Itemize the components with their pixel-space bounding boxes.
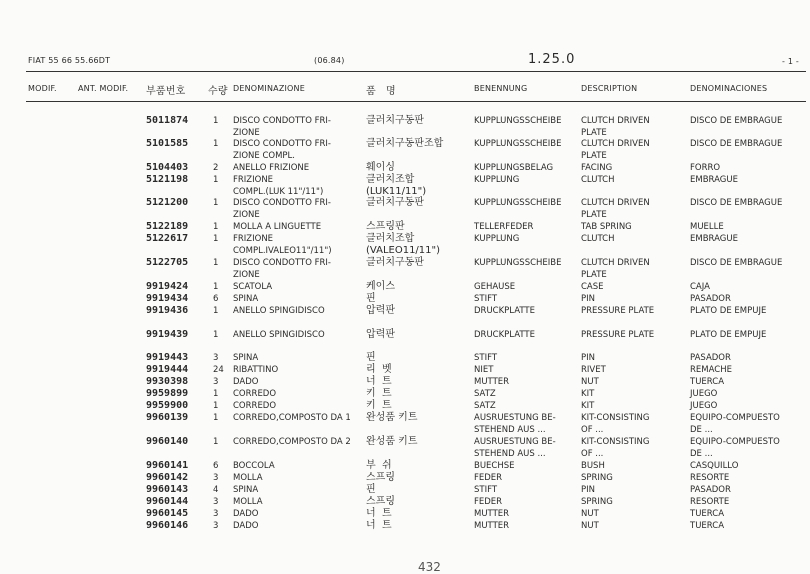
spanish-name: TUERCA: [690, 377, 725, 387]
italian-name: CORREDO,COMPOSTO DA 1: [233, 413, 351, 423]
italian-name: MOLLA A LINGUETTE: [233, 222, 322, 232]
spanish-name: FORRO: [690, 163, 721, 173]
section-number: 1.25.0: [528, 52, 576, 67]
korean-name: 키 트: [366, 388, 392, 399]
header-rule-bottom: [26, 101, 806, 102]
spanish-name: DISCO DE EMBRAGUE: [690, 139, 783, 149]
italian-name: DADO: [233, 377, 259, 387]
english-name: NUT: [581, 521, 599, 531]
english-name: CLUTCH DRIVEN PLATE: [581, 116, 650, 138]
english-name: CLUTCH: [581, 175, 615, 185]
part-number: 5122189: [146, 221, 189, 232]
quantity: 3: [213, 353, 219, 363]
col-ant-modif: ANT. MODIF.: [78, 84, 129, 93]
quantity: 4: [213, 485, 219, 495]
spanish-name: CAJA: [690, 282, 710, 292]
english-name: SPRING: [581, 497, 613, 507]
part-number: 9919443: [146, 352, 189, 363]
quantity: 6: [213, 461, 219, 471]
german-name: DRUCKPLATTE: [474, 330, 535, 340]
italian-name: DISCO CONDOTTO FRI- ZIONE: [233, 258, 331, 280]
english-name: PIN: [581, 294, 595, 304]
spanish-name: CASQUILLO: [690, 461, 739, 471]
col-korean: 품 명: [366, 86, 396, 97]
korean-name: 너 트: [366, 508, 392, 519]
quantity: 1: [213, 198, 219, 208]
quantity: 1: [213, 258, 219, 268]
italian-name: CORREDO: [233, 389, 277, 399]
table-row: [0, 305, 810, 329]
korean-name: 클러치구동판: [366, 257, 424, 268]
english-name: PRESSURE PLATE: [581, 306, 655, 316]
quantity: 1: [213, 282, 219, 292]
english-name: BUSH: [581, 461, 605, 471]
english-name: CASE: [581, 282, 604, 292]
german-name: MUTTER: [474, 509, 510, 519]
col-part-number: 부품번호: [146, 86, 186, 97]
quantity: 3: [213, 521, 219, 531]
footer-page-number: 432: [418, 560, 441, 574]
german-name: AUSRUESTUNG BE- STEHEND AUS ...: [474, 437, 556, 459]
korean-name: 키 트: [366, 400, 392, 411]
quantity: 1: [213, 116, 219, 126]
korean-name: 리 벳: [366, 364, 392, 375]
german-name: NIET: [474, 365, 494, 375]
spanish-name: TUERCA: [690, 521, 725, 531]
col-german: BENENNUNG: [474, 84, 528, 93]
italian-name: SPINA: [233, 485, 259, 495]
korean-name: 스프링: [366, 496, 395, 507]
spanish-name: EMBRAGUE: [690, 175, 738, 185]
italian-name: DADO: [233, 509, 259, 519]
korean-name: 클러치조합 (VALEO11/11"): [366, 233, 441, 256]
quantity: 1: [213, 306, 219, 316]
part-number: 9960142: [146, 472, 189, 483]
english-name: PIN: [581, 485, 595, 495]
german-name: BUECHSE: [474, 461, 515, 471]
part-number: 9960143: [146, 484, 189, 495]
italian-name: RIBATTINO: [233, 365, 279, 375]
col-english: DESCRIPTION: [581, 84, 638, 93]
part-number: 5011874: [146, 115, 189, 126]
korean-name: 압력판: [366, 305, 395, 316]
german-name: KUPPLUNGSBELAG: [474, 163, 554, 173]
quantity: 1: [213, 175, 219, 185]
part-number: 9960146: [146, 520, 189, 531]
quantity: 1: [213, 139, 219, 149]
spanish-name: PLATO DE EMPUJE: [690, 330, 767, 340]
italian-name: FRIZIONE COMPL.IVALEO11"/11"): [233, 234, 332, 256]
german-name: STIFT: [474, 294, 498, 304]
korean-name: 완성품 키트: [366, 412, 418, 423]
table-row: [0, 115, 810, 139]
quantity: 1: [213, 401, 219, 411]
korean-name: 완성품 키트: [366, 436, 418, 447]
spanish-name: REMACHE: [690, 365, 732, 375]
english-name: TAB SPRING: [581, 222, 632, 232]
part-number: 9959899: [146, 388, 189, 399]
english-name: PIN: [581, 353, 595, 363]
italian-name: ANELLO SPINGIDISCO: [233, 306, 325, 316]
quantity: 1: [213, 330, 219, 340]
spanish-name: EQUIPO-COMPUESTO DE ...: [690, 437, 780, 459]
table-row: [0, 174, 810, 198]
english-name: KIT-CONSISTING OF ...: [581, 437, 650, 459]
spanish-name: EMBRAGUE: [690, 234, 738, 244]
table-row: [0, 520, 810, 544]
spanish-name: EQUIPO-COMPUESTO DE ...: [690, 413, 780, 435]
italian-name: DISCO CONDOTTO FRI- ZIONE: [233, 116, 331, 138]
german-name: SATZ: [474, 389, 496, 399]
spanish-name: RESORTE: [690, 473, 730, 483]
quantity: 3: [213, 497, 219, 507]
korean-name: 스프링: [366, 472, 395, 483]
italian-name: MOLLA: [233, 497, 263, 507]
part-number: 9919439: [146, 329, 189, 340]
model-title: FIAT 55 66 55.66DT: [28, 56, 111, 65]
korean-name: 핀: [366, 293, 376, 304]
german-name: DRUCKPLATTE: [474, 306, 535, 316]
quantity: 24: [213, 365, 224, 375]
header-rule-top: [26, 71, 806, 72]
part-number: 9960141: [146, 460, 189, 471]
italian-name: DISCO CONDOTTO FRI- ZIONE COMPL.: [233, 139, 331, 161]
italian-name: DADO: [233, 521, 259, 531]
german-name: GEHAUSE: [474, 282, 516, 292]
italian-name: ANELLO FRIZIONE: [233, 163, 310, 173]
spanish-name: JUEGO: [690, 401, 718, 411]
part-number: 5104403: [146, 162, 189, 173]
part-number: 9919444: [146, 364, 189, 375]
quantity: 3: [213, 509, 219, 519]
korean-name: 클러치구동판: [366, 197, 424, 208]
spanish-name: PASADOR: [690, 485, 731, 495]
spanish-name: RESORTE: [690, 497, 730, 507]
korean-name: 클러치구동판조합: [366, 138, 444, 149]
italian-name: FRIZIONE COMPL.(LUK 11"/11"): [233, 175, 324, 197]
quantity: 1: [213, 222, 219, 232]
korean-name: 부 쉬: [366, 460, 392, 471]
italian-name: BOCCOLA: [233, 461, 275, 471]
quantity: 1: [213, 234, 219, 244]
italian-name: ANELLO SPINGIDISCO: [233, 330, 325, 340]
korean-name: 압력판: [366, 329, 395, 340]
italian-name: MOLLA: [233, 473, 263, 483]
italian-name: CORREDO: [233, 401, 277, 411]
german-name: KUPPLUNGSSCHEIBE: [474, 139, 562, 149]
quantity: 3: [213, 377, 219, 387]
korean-name: 핀: [366, 352, 376, 363]
col-italian: DENOMINAZIONE: [233, 84, 305, 93]
korean-name: 핀: [366, 484, 376, 495]
german-name: STIFT: [474, 485, 498, 495]
english-name: CLUTCH: [581, 234, 615, 244]
page-indicator: - 1 -: [782, 57, 799, 66]
german-name: KUPPLUNG: [474, 175, 520, 185]
quantity: 2: [213, 163, 219, 173]
english-name: KIT: [581, 401, 595, 411]
german-name: FEDER: [474, 473, 503, 483]
korean-name: 케이스: [366, 281, 395, 292]
table-row: [0, 329, 810, 353]
english-name: KIT: [581, 389, 595, 399]
part-number: 9919436: [146, 305, 189, 316]
part-number: 5101585: [146, 138, 189, 149]
spanish-name: PLATO DE EMPUJE: [690, 306, 767, 316]
english-name: CLUTCH DRIVEN PLATE: [581, 198, 650, 220]
col-quantity: 수량: [208, 86, 228, 97]
spanish-name: PASADOR: [690, 294, 731, 304]
english-name: NUT: [581, 509, 599, 519]
table-row: [0, 412, 810, 436]
english-name: FACING: [581, 163, 613, 173]
table-row: [0, 257, 810, 281]
spanish-name: JUEGO: [690, 389, 718, 399]
part-number: 9930398: [146, 376, 189, 387]
english-name: NUT: [581, 377, 599, 387]
italian-name: SPINA: [233, 353, 259, 363]
quantity: 1: [213, 389, 219, 399]
english-name: SPRING: [581, 473, 613, 483]
italian-name: DISCO CONDOTTO FRI- ZIONE: [233, 198, 331, 220]
part-number: 5121200: [146, 197, 189, 208]
part-number: 9959900: [146, 400, 189, 411]
german-name: MUTTER: [474, 521, 510, 531]
korean-name: 너 트: [366, 376, 392, 387]
part-number: 5122705: [146, 257, 189, 268]
english-name: PRESSURE PLATE: [581, 330, 655, 340]
english-name: CLUTCH DRIVEN PLATE: [581, 258, 650, 280]
german-name: FEDER: [474, 497, 503, 507]
german-name: TELLERFEDER: [474, 222, 534, 232]
table-row: [0, 233, 810, 257]
spanish-name: MUELLE: [690, 222, 724, 232]
spanish-name: TUERCA: [690, 509, 725, 519]
korean-name: 클러치구동판: [366, 115, 424, 126]
spanish-name: PASADOR: [690, 353, 731, 363]
col-modif: MODIF.: [28, 84, 57, 93]
table-row: [0, 197, 810, 221]
spanish-name: DISCO DE EMBRAGUE: [690, 258, 783, 268]
italian-name: SCATOLA: [233, 282, 273, 292]
english-name: RIVET: [581, 365, 606, 375]
table-row: [0, 138, 810, 162]
part-number: 5121198: [146, 174, 189, 185]
german-name: KUPPLUNGSSCHEIBE: [474, 116, 562, 126]
col-spanish: DENOMINACIONES: [690, 84, 768, 93]
german-name: STIFT: [474, 353, 498, 363]
spanish-name: DISCO DE EMBRAGUE: [690, 198, 783, 208]
quantity: 1: [213, 413, 219, 423]
german-name: KUPPLUNG: [474, 234, 520, 244]
quantity: 1: [213, 437, 219, 447]
part-number: 9919424: [146, 281, 189, 292]
spanish-name: DISCO DE EMBRAGUE: [690, 116, 783, 126]
italian-name: SPINA: [233, 294, 259, 304]
korean-name: 클러치조합 (LUK11/11"): [366, 174, 427, 197]
part-number: 9919434: [146, 293, 189, 304]
german-name: KUPPLUNGSSCHEIBE: [474, 198, 562, 208]
german-name: KUPPLUNGSSCHEIBE: [474, 258, 562, 268]
english-name: CLUTCH DRIVEN PLATE: [581, 139, 650, 161]
korean-name: 스프링판: [366, 221, 405, 232]
part-number: 9960140: [146, 436, 189, 447]
german-name: MUTTER: [474, 377, 510, 387]
quantity: 6: [213, 294, 219, 304]
korean-name: 너 트: [366, 520, 392, 531]
part-number: 9960144: [146, 496, 189, 507]
korean-name: 훼이싱: [366, 162, 395, 173]
part-number: 9960145: [146, 508, 189, 519]
part-number: 5122617: [146, 233, 189, 244]
italian-name: CORREDO,COMPOSTO DA 2: [233, 437, 351, 447]
english-name: KIT-CONSISTING OF ...: [581, 413, 650, 435]
edition-date: (06.84): [314, 56, 345, 65]
part-number: 9960139: [146, 412, 189, 423]
table-row: [0, 436, 810, 460]
quantity: 3: [213, 473, 219, 483]
german-name: AUSRUESTUNG BE- STEHEND AUS ...: [474, 413, 556, 435]
german-name: SATZ: [474, 401, 496, 411]
